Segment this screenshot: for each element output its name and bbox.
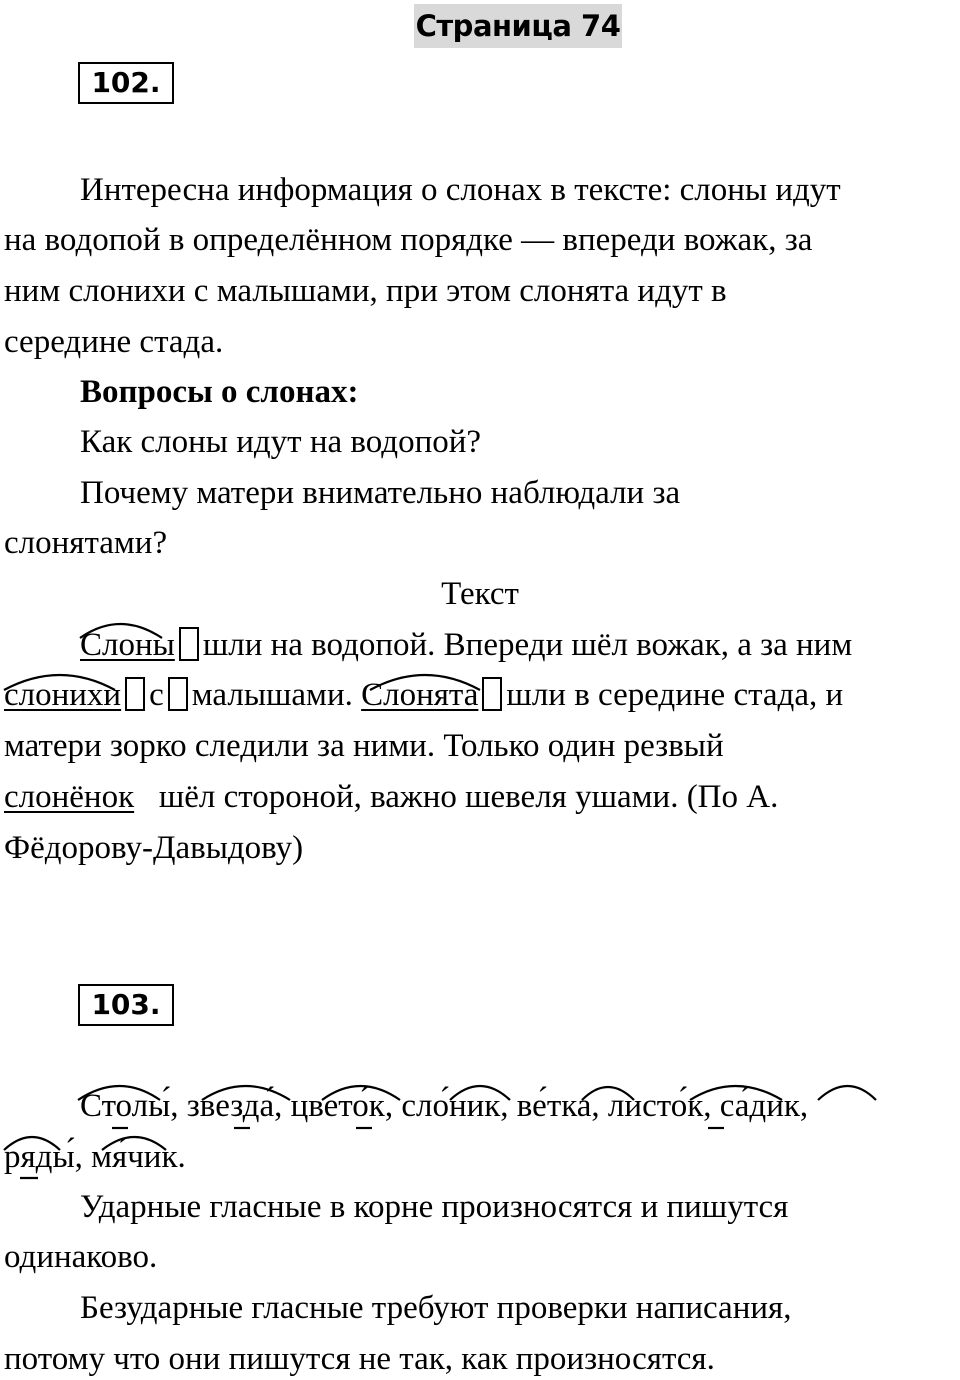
text-line-2: [4, 675, 843, 715]
text-line-4-rest: шёл стороной, важно шевеля ушами. (По А.: [158, 779, 779, 815]
root-arc-sadik: [818, 1086, 876, 1100]
text-line-1: [80, 625, 852, 665]
exercise-number-103: 103.: [78, 984, 174, 1026]
word-slony: Слоны: [80, 627, 175, 663]
ex102-para-line-2: на водопой в определённом порядке — впереди вожак, за: [4, 222, 813, 258]
ex102-para-line-3: ним слонихи с малышами, при этом слонята идут в: [4, 273, 727, 309]
ending-box: [125, 677, 145, 711]
question-1: Как слоны идут на водопой?: [80, 424, 482, 460]
text-line-2-mid: малышами.: [191, 677, 353, 713]
word-slonikhi: слонихи: [4, 677, 122, 713]
text-line-1-rest: шли на водопой. Впереди шёл вожак, а за ним: [202, 627, 853, 663]
ex102-para-line-1: Интересна информация о слонах в тексте: слоны идут: [80, 172, 841, 208]
ex103-words-line-1: Столы́, звезда́, цвето́к, сло́ник, ве́тка, листо́к, са́дик,: [80, 1088, 809, 1124]
text-line-5: Фёдорову-Давыдову): [4, 830, 304, 866]
ending-box: [482, 677, 502, 711]
word-slonyata: Слонята: [361, 677, 479, 713]
ex103-words-line-2: ряды́, мя́чик.: [4, 1139, 186, 1175]
exercise-number-102: 102.: [78, 62, 174, 104]
ending-box: [168, 677, 188, 711]
ex102-para-line-4: середине стада.: [4, 324, 224, 360]
text-line-2-rest: шли в середине стада, и: [506, 677, 844, 713]
ex103-para2-line-2: потому что они пишутся не так, как произносятся.: [4, 1341, 715, 1377]
ending-box: [179, 627, 199, 661]
ex103-para2-line-1: Безударные гласные требуют проверки написания,: [80, 1290, 792, 1326]
word-slonyonok: слонёнок: [4, 779, 135, 815]
questions-heading: Вопросы о слонах:: [80, 374, 359, 410]
text-line-4: [4, 777, 778, 817]
word-s: с: [149, 677, 164, 713]
question-2-line-2: слонятами?: [4, 525, 168, 561]
text-heading: Текст: [441, 576, 519, 612]
ex103-para1-line-1: Ударные гласные в корне произносятся и пишутся: [80, 1189, 789, 1225]
ex103-para1-line-2: одинаково.: [4, 1239, 158, 1275]
page-title: Страница 74: [414, 4, 622, 48]
text-line-3: матери зорко следили за ними. Только один резвый: [4, 728, 724, 764]
question-2-line-1: Почему матери внимательно наблюдали за: [80, 475, 681, 511]
